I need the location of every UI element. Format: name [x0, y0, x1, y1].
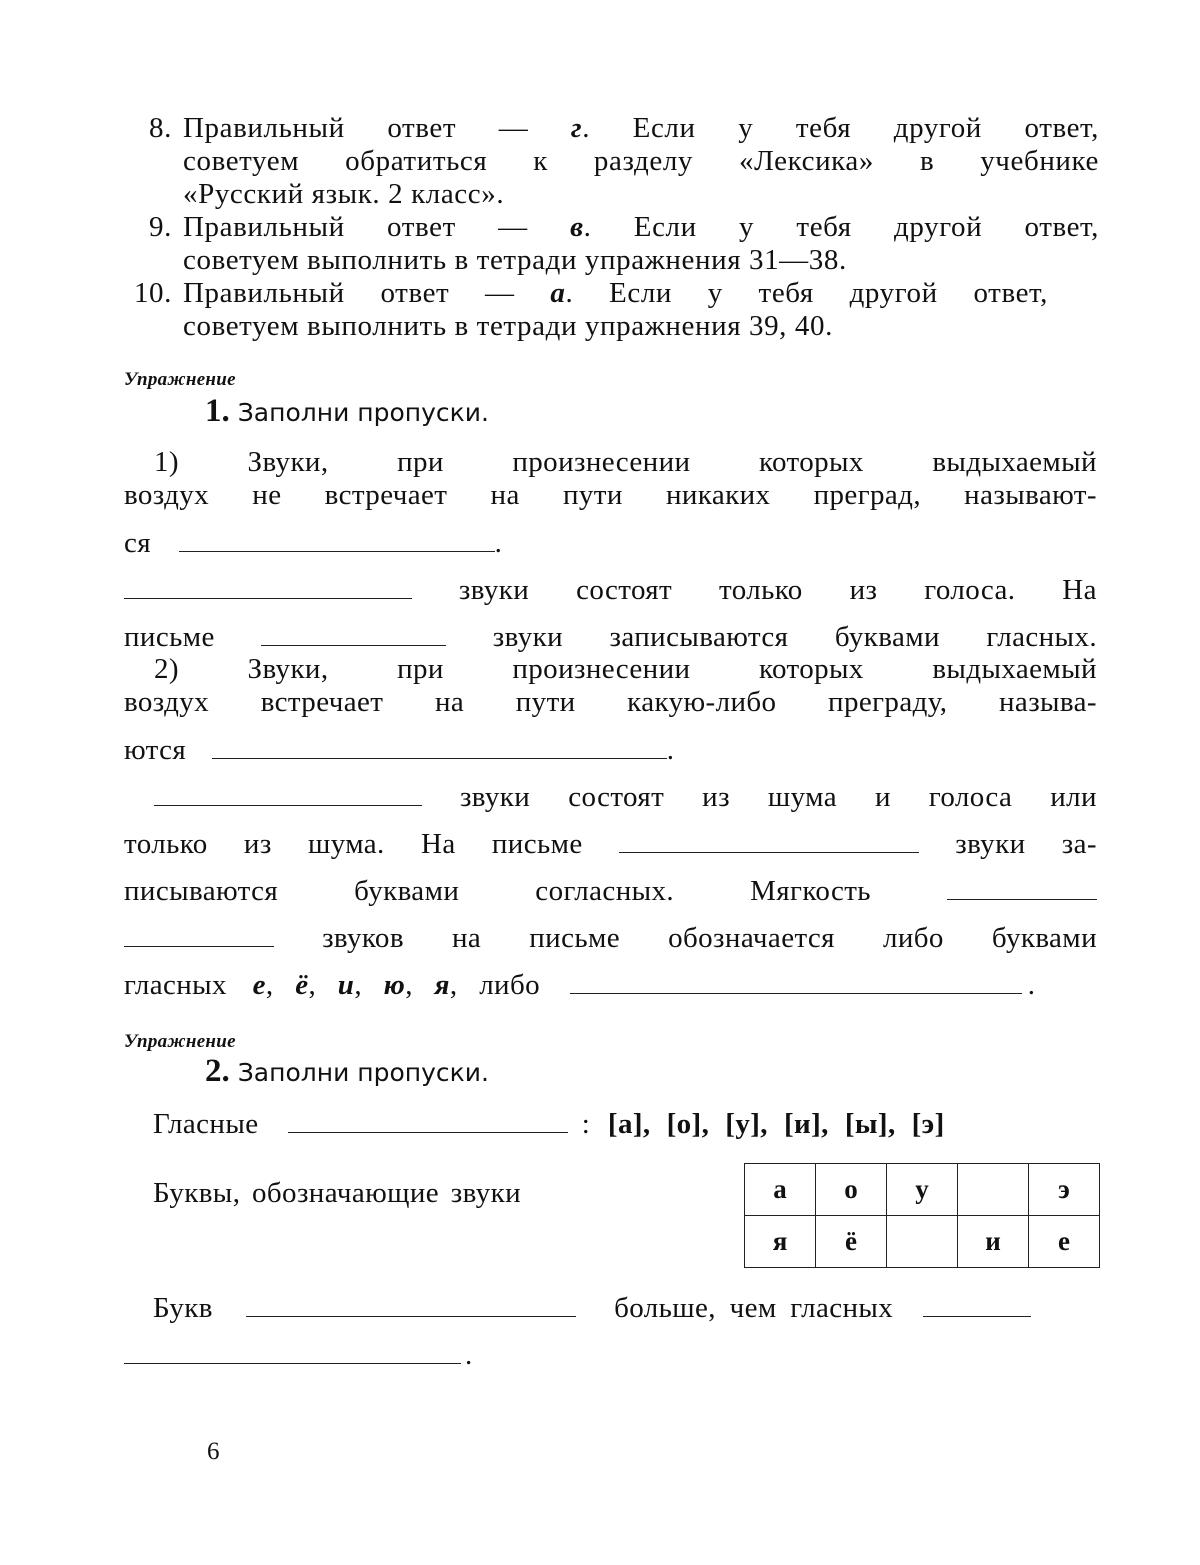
- answer-letter: г: [570, 112, 583, 144]
- answer-blank[interactable]: [246, 1290, 576, 1317]
- answer-blank[interactable]: [124, 572, 412, 599]
- answer-blank[interactable]: [947, 873, 1097, 900]
- ex1-line-10: только из шума. На письме звуки за-: [124, 828, 1097, 860]
- table-cell-empty[interactable]: [887, 1216, 958, 1268]
- vowel-letters-table: [744, 1163, 1100, 1268]
- table-cell: ё: [816, 1216, 887, 1268]
- answer-list: [124, 112, 1099, 343]
- ex1-line-1: 1) Звуки, при произнесении которых выдыхаемый: [154, 446, 1097, 478]
- table-cell: я: [745, 1216, 816, 1268]
- ex1-line-5: письме звуки записываются буквами гласных.: [124, 621, 1097, 653]
- table-cell: и: [958, 1216, 1029, 1268]
- vowel-sounds: [а], [о], [у], [и], [ы], [э]: [607, 1108, 945, 1140]
- answer-9: 9. Правильный ответ — в. Если у тебя другой ответ, советуем выполнить в тетради упражнения 31—38.: [149, 211, 1100, 276]
- answer-letter: в: [570, 211, 584, 243]
- table-row: [745, 1164, 1100, 1216]
- answer-8: 8. Правильный ответ — г. Если у тебя другой ответ, советуем обратиться к разделу «Лексика» в учебнике «Русский язык. 2 класс».: [149, 112, 1100, 210]
- ex1-line-3: ся .: [124, 527, 503, 559]
- ex1-line-2: воздух не встречает на пути никаких преград, называют-: [124, 479, 1097, 511]
- answer-blank[interactable]: [923, 1290, 1031, 1317]
- answer-blank[interactable]: [124, 920, 274, 947]
- answer-blank[interactable]: [154, 779, 422, 806]
- count-row: Букв больше, чем гласных: [153, 1290, 1031, 1325]
- table-cell: о: [816, 1164, 887, 1216]
- table-cell: э: [1029, 1164, 1100, 1216]
- ex1-line-6: 2) Звуки, при произнесении которых выдыхаемый: [154, 653, 1097, 685]
- vowels-row: Гласные : [а], [о], [у], [и], [ы], [э]: [153, 1106, 961, 1141]
- answer-blank[interactable]: [179, 525, 495, 552]
- answer-blank[interactable]: [124, 1337, 461, 1364]
- answer-10: 10. Правильный ответ — а. Если у тебя другой ответ, советуем выполнить в тетради упражнения 39, 40.: [133, 277, 1048, 342]
- answer-blank[interactable]: [288, 1106, 568, 1133]
- ex1-line-4: звуки состоят только из голоса. На: [124, 572, 1097, 607]
- page-number: 6: [207, 1438, 220, 1465]
- table-cell: а: [745, 1164, 816, 1216]
- table-row: [745, 1216, 1100, 1268]
- ex1-line-11: писываются буквами согласных. Мягкость: [124, 873, 1097, 908]
- ex1-line-7: воздух встречает на пути какую-либо преграду, называ-: [124, 686, 1097, 718]
- ex1-line-12: звуков на письме обозначается либо буквами: [124, 920, 1097, 955]
- answer-blank[interactable]: [212, 732, 667, 759]
- exercise-2-title: 2. Заполни пропуски.: [205, 1053, 489, 1089]
- answer-blank[interactable]: [570, 967, 1022, 994]
- table-cell-empty[interactable]: [958, 1164, 1029, 1216]
- answer-blank[interactable]: [261, 619, 446, 646]
- table-cell: у: [887, 1164, 958, 1216]
- ex1-line-8: ются .: [124, 734, 675, 766]
- exercise-1-label: Упражнение: [124, 369, 236, 390]
- answer-blank[interactable]: [619, 826, 919, 853]
- exercise-2-label: Упражнение: [124, 1031, 236, 1052]
- table-cell: е: [1029, 1216, 1100, 1268]
- answer-letter: а: [550, 277, 566, 309]
- exercise-1-title: 1. Заполни пропуски.: [205, 393, 489, 429]
- count-row-continued: .: [124, 1337, 473, 1372]
- ex1-line-13: гласных е, ё, и, ю, я, либо .: [124, 969, 1036, 1001]
- ex1-line-9: звуки состоят из шума и голоса или: [124, 779, 1097, 814]
- letters-label: Буквы, обозначающие звуки: [153, 1177, 521, 1209]
